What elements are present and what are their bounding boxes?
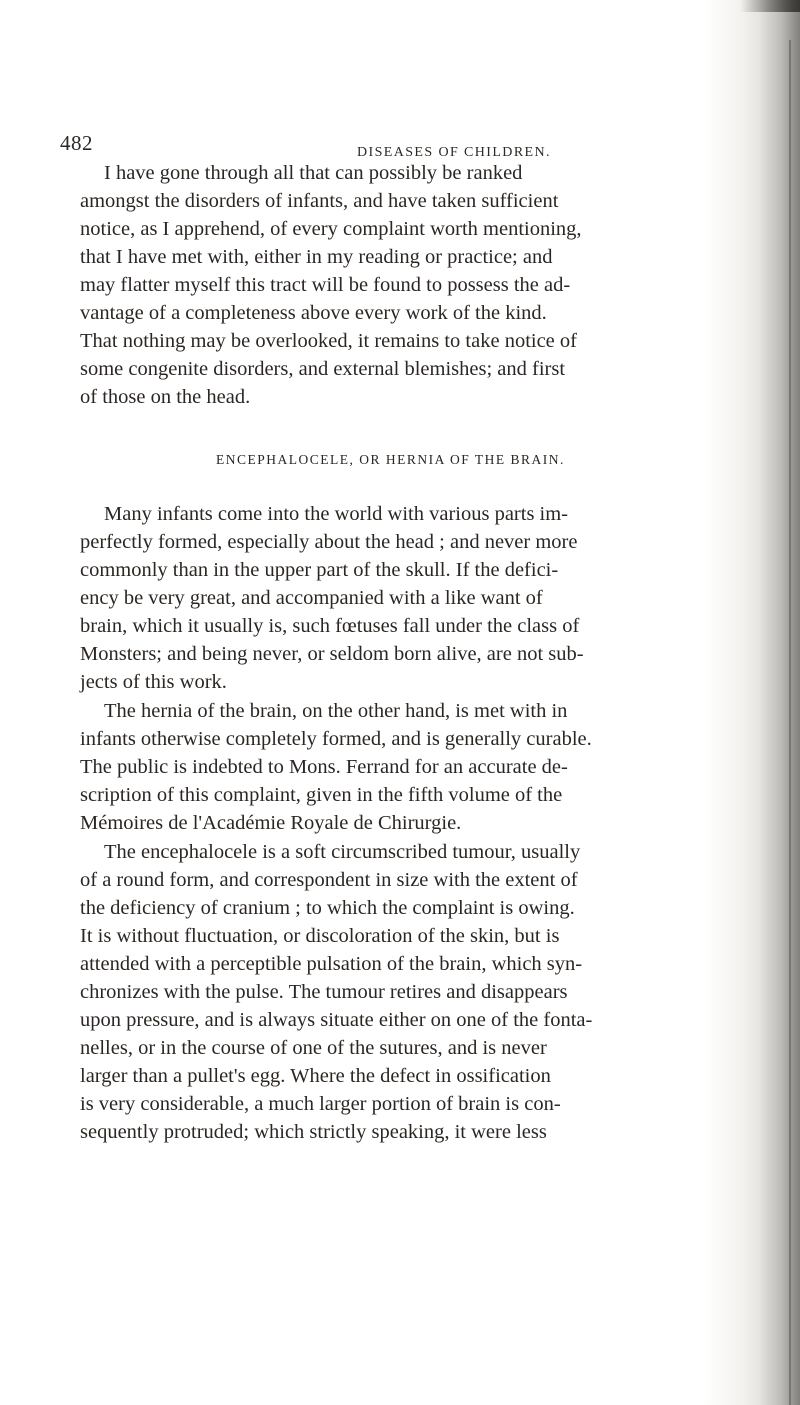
binding-edge-line: [789, 40, 791, 1405]
paragraph-4-line: the deficiency of cranium ; to which the complaint is owing.: [80, 897, 575, 919]
paragraph-1-line: notice, as I apprehend, of every complaint worth mentioning,: [80, 218, 582, 240]
paragraph-4-line: attended with a perceptible pulsation of the brain, which syn-: [80, 953, 583, 975]
paragraph-4-line: of a round form, and correspondent in size with the extent of: [80, 869, 578, 891]
paragraph-4-line: sequently protruded; which strictly speaking, it were less: [80, 1121, 547, 1143]
paragraph-1-line: That nothing may be overlooked, it remains to take notice of: [80, 330, 577, 352]
paragraph-4-line: The encephalocele is a soft circumscribed tumour, usually: [104, 841, 581, 863]
paragraph-4-line: larger than a pullet's egg. Where the defect in ossification: [80, 1065, 551, 1087]
paragraph-2-line: ency be very great, and accompanied with a like want of: [80, 587, 543, 609]
paragraph-2-line: jects of this work.: [80, 671, 227, 693]
paragraph-3-line: Mémoires de l'Académie Royale de Chirurgie.: [80, 812, 462, 834]
paragraph-4-line: upon pressure, and is always situate either on one of the fonta-: [80, 1009, 593, 1031]
paragraph-2-line: Monsters; and being never, or seldom born alive, are not sub-: [80, 643, 584, 665]
paragraph-1-line: may flatter myself this tract will be found to possess the ad-: [80, 274, 571, 296]
paragraph-4-line: chronizes with the pulse. The tumour retires and disappears: [80, 981, 568, 1003]
paragraph-1-line: I have gone through all that can possibly be ranked: [104, 162, 523, 184]
paragraph-1-line: that I have met with, either in my reading or practice; and: [80, 246, 553, 268]
paragraph-3-line: The public is indebted to Mons. Ferrand for an accurate de-: [80, 756, 568, 778]
paragraph-4-line: is very considerable, a much larger portion of brain is con-: [80, 1093, 561, 1115]
page-edge-shadow: [760, 0, 800, 1405]
page-number: 482: [60, 131, 93, 155]
paragraph-1-line: vantage of a completeness above every work of the kind.: [80, 302, 547, 324]
section-heading: ENCEPHALOCELE, OR HERNIA OF THE BRAIN.: [216, 452, 565, 467]
paragraph-1-line: some congenite disorders, and external blemishes; and first: [80, 358, 566, 380]
paragraph-3-line: infants otherwise completely formed, and is generally curable.: [80, 728, 592, 750]
paragraph-4-line: nelles, or in the course of one of the sutures, and is never: [80, 1037, 547, 1059]
paragraph-1-line: amongst the disorders of infants, and have taken sufficient: [80, 190, 559, 212]
paragraph-2-line: perfectly formed, especially about the head ; and never more: [80, 531, 578, 553]
paragraph-2-line: Many infants come into the world with various parts im-: [104, 503, 569, 525]
paragraph-3-line: scription of this complaint, given in the fifth volume of the: [80, 784, 563, 806]
paragraph-2-line: commonly than in the upper part of the skull. If the defici-: [80, 559, 559, 581]
paragraph-3-line: The hernia of the brain, on the other hand, is met with in: [104, 700, 568, 722]
page-corner-shadow: [740, 0, 800, 12]
paragraph-1-line: of those on the head.: [80, 386, 251, 408]
paragraph-2-line: brain, which it usually is, such fœtuses fall under the class of: [80, 615, 580, 637]
paragraph-4-line: It is without fluctuation, or discoloration of the skin, but is: [80, 925, 560, 947]
running-head: DISEASES OF CHILDREN.: [357, 145, 551, 160]
